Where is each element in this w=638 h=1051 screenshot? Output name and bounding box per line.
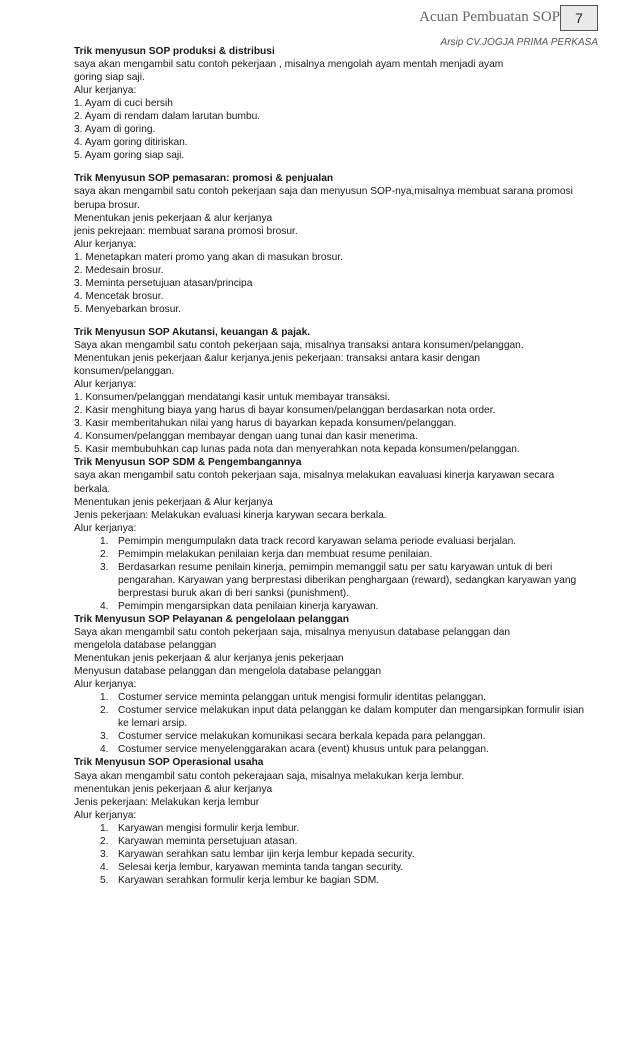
section-pelayanan — [74, 613, 594, 757]
list-number: 5. — [100, 874, 109, 886]
numbered-list — [74, 691, 594, 756]
body-line: menentukan jenis pekerjaan & alur kerjanya — [74, 783, 273, 795]
archive-label: Arsip CV.JOGJA PRIMA PERKASA — [440, 37, 598, 48]
list-text: Costumer service melakukan komunikasi secara berkala kepada para pelanggan. — [118, 731, 486, 743]
body-line: Jenis pekerjaan: Melakukan evaluasi kinerja karywan secara berkala. — [74, 509, 387, 521]
document-body — [74, 45, 594, 887]
section-title: Trik Menyusun SOP pemasaran: promosi & penjualan — [74, 173, 334, 185]
list-text: Costumer service meminta pelanggan untuk mengisi formulir identitas pelanggan. — [118, 692, 487, 704]
body-line: saya akan mengambil satu contoh pekerjaan saja dan menyusun SOP-nya,misalnya membuat sarana promosi — [74, 186, 573, 198]
list-number: 1. — [100, 822, 109, 834]
body-line: Menentukan jenis pekerjaan &alur kerjanya.jenis pekerjaan: transaksi antara kasir dengan — [74, 353, 481, 365]
body-line: saya akan mengambil satu contoh pekerjaan saja, misalnya melakukan eavaluasi kinerja karyawan secara — [74, 470, 555, 482]
page-number: 7 — [560, 5, 598, 31]
section-operasional — [74, 756, 594, 886]
numbered-list — [74, 535, 594, 613]
section-sdm — [74, 456, 594, 613]
body-line: 3. Ayam di goring. — [74, 124, 156, 136]
body-line: Saya akan mengambil satu contoh pekerjaan saja, misalnya menyusun database pelanggan dan — [74, 627, 511, 639]
body-line: 5. Kasir membubuhkan cap lunas pada nota dan menyerahkan nota kepada konsumen/pelanggan. — [74, 444, 520, 456]
body-line: 4. Mencetak brosur. — [74, 290, 164, 302]
document-title: Acuan Pembuatan SOP — [419, 9, 560, 25]
body-line: berkala. — [74, 483, 111, 495]
numbered-list — [74, 822, 594, 887]
body-line: Alur kerjanya: — [74, 522, 137, 534]
list-text: Karyawan meminta persetujuan atasan. — [118, 835, 298, 847]
section-produksi — [74, 45, 594, 162]
list-item — [100, 848, 594, 861]
body-line: 2. Kasir menghitung biaya yang harus di bayar konsumen/pelanggan berdasarkan nota order. — [74, 405, 496, 417]
body-line: Menyusun database pelanggan dan mengelola database pelanggan — [74, 666, 382, 678]
body-line: mengelola database pelanggan — [74, 640, 217, 652]
list-item — [100, 730, 594, 743]
body-line: 1. Ayam di cuci bersih — [74, 98, 173, 110]
body-line: Menentukan jenis pekerjaan & alur kerjanya jenis pekerjaan — [74, 653, 344, 665]
body-line: jenis pekrejaan: membuat sarana promosi brosur. — [74, 225, 298, 237]
body-line: Saya akan mengambil satu contoh pekerajaan saja, misalnya melakukan kerja lembur. — [74, 770, 465, 782]
body-line: konsumen/pelanggan. — [74, 366, 175, 378]
list-item — [100, 743, 594, 756]
body-line: 5. Menyebarkan brosur. — [74, 303, 182, 315]
list-text: Karyawan serahkan satu lembar ijin kerja lembur kepada security. — [118, 848, 415, 860]
list-item — [100, 535, 594, 548]
list-item — [100, 835, 594, 848]
body-line: 2. Ayam di rendam dalam larutan bumbu. — [74, 111, 261, 123]
list-number: 3. — [100, 731, 109, 743]
list-item — [100, 704, 594, 730]
list-item — [100, 691, 594, 704]
list-text: Selesai kerja lembur, karyawan meminta tanda tangan security. — [118, 861, 404, 873]
section-pemasaran — [74, 172, 594, 316]
body-line: Alur kerjanya: — [74, 379, 137, 391]
section-title: Trik menyusun SOP produksi & distribusi — [74, 46, 275, 57]
list-text: Pemimpin mengarsipkan data penilaian kinerja karyawan. — [118, 600, 379, 612]
list-text: Pemimpin mengumpulakn data track record karyawan selama periode evaluasi berjalan. — [118, 535, 517, 547]
list-number: 4. — [100, 744, 109, 756]
list-item — [100, 600, 594, 613]
list-item — [100, 548, 594, 561]
section-title: Trik Menyusun SOP Operasional usaha — [74, 757, 264, 769]
list-number: 2. — [100, 835, 109, 847]
section-title: Trik Menyusun SOP Pelayanan & pengelolaan pelanggan — [74, 613, 349, 625]
body-line: Alur kerjanya: — [74, 809, 137, 821]
list-text: Karyawan mengisi formulir kerja lembur. — [118, 822, 300, 834]
list-item — [100, 874, 594, 887]
body-line: 3. Meminta persetujuan atasan/principa — [74, 277, 253, 289]
body-line: Jenis pekerjaan: Melakukan kerja lembur — [74, 796, 260, 808]
body-line: berupa brosur. — [74, 199, 140, 211]
list-item — [100, 861, 594, 874]
body-line: 4. Konsumen/pelanggan membayar dengan uang tunai dan kasir menerima. — [74, 431, 418, 443]
body-line: 3. Kasir memberitahukan nilai yang harus di bayarkan kepada konsumen/pelanggan. — [74, 418, 457, 430]
body-line: saya akan mengambil satu contoh pekerjaan , misalnya mengolah ayam mentah menjadi ayam — [74, 59, 504, 71]
list-number: 2. — [100, 548, 109, 560]
body-line: Saya akan mengambil satu contoh pekerjaan saja, misalnya transaksi antara konsumen/pelanggan. — [74, 339, 524, 351]
body-line: 1. Konsumen/pelanggan mendatangi kasir untuk membayar transaksi. — [74, 392, 390, 404]
list-text: Costumer service menyelenggarakan acara (event) khusus untuk para pelanggan. — [118, 744, 489, 756]
list-number: 4. — [100, 861, 109, 873]
body-line: Menentukan jenis pekerjaan & Alur kerjanya — [74, 496, 273, 508]
list-number: 3. — [100, 848, 109, 860]
list-item — [100, 561, 594, 600]
section-title: Trik Menyusun SOP Akutansi, keuangan & pajak. — [74, 326, 311, 338]
body-line: 2. Medesain brosur. — [74, 264, 164, 276]
section-akutansi — [74, 326, 594, 456]
body-line: goring siap saji. — [74, 72, 145, 84]
list-text: Pemimpin melakukan penilaian kerja dan membuat resume penilaian. — [118, 548, 433, 560]
list-number: 2. — [100, 705, 109, 717]
body-line: Alur kerjanya: — [74, 238, 137, 250]
list-number: 1. — [100, 535, 109, 547]
body-line: Menentukan jenis pekerjaan & alur kerjanya — [74, 212, 273, 224]
list-text: Costumer service melakukan input data pelanggan ke dalam komputer dan mengarsipkan formulir isian ke lemari arsip. — [118, 705, 585, 730]
body-line: 4. Ayam goring ditiriskan. — [74, 137, 188, 149]
body-line: Alur kerjanya: — [74, 85, 137, 97]
body-line: 1. Menetapkan materi promo yang akan di masukan brosur. — [74, 251, 343, 263]
list-text: Berdasarkan resume penilain kinerja, pemimpin memanggil satu per satu karyawan untuk di beri pengarahan. Karyawan yang berprestasi diberikan penghargaan (reward), sedangkan karyawan yang berprestasi buruk akan di beri sanksi (punishment). — [118, 561, 577, 599]
list-text: Karyawan serahkan formulir kerja lembur ke bagian SDM. — [118, 874, 380, 886]
list-number: 1. — [100, 692, 109, 704]
list-number: 4. — [100, 600, 109, 612]
body-line: 5. Ayam goring siap saji. — [74, 150, 185, 162]
list-item — [100, 822, 594, 835]
body-line: Alur kerjanya: — [74, 679, 137, 691]
list-number: 3. — [100, 561, 109, 573]
section-title: Trik Menyusun SOP SDM & Pengembangannya — [74, 457, 302, 469]
